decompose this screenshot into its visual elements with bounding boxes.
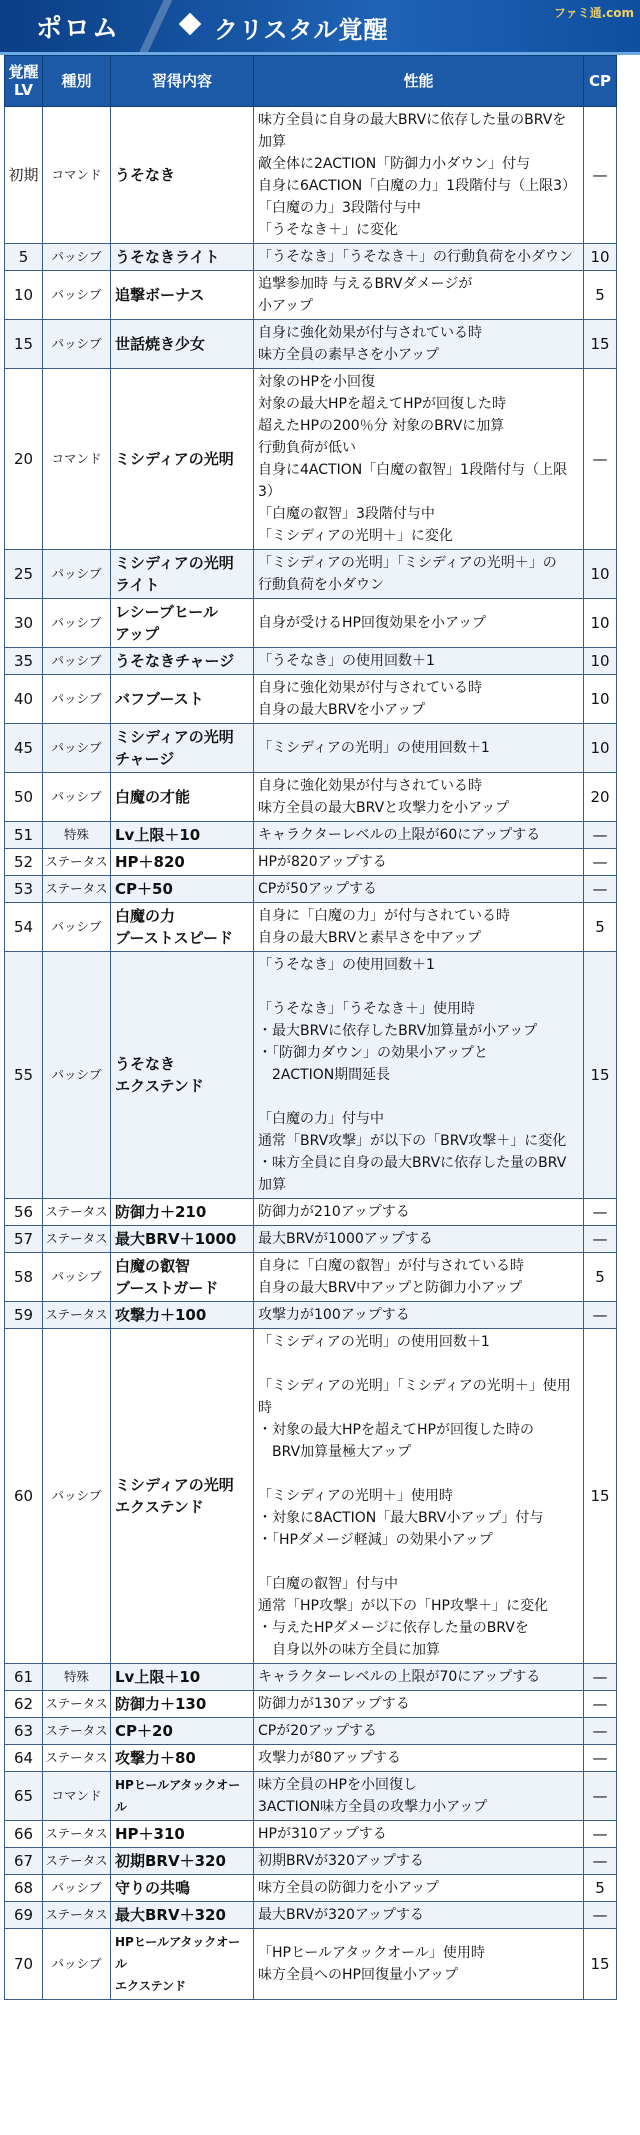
effect-cell: 味方全員のHPを小回復し 3ACTION味方全員の攻撃力小アップ <box>254 1772 584 1821</box>
cp-cell: 10 <box>584 550 617 599</box>
type-cell: ステータス <box>43 1745 111 1772</box>
table-row <box>5 903 617 952</box>
banner-wave-decoration <box>140 0 174 52</box>
cp-cell: — <box>584 107 617 244</box>
cp-cell: 5 <box>584 271 617 320</box>
type-cell: パッシブ <box>43 1929 111 2000</box>
table-row <box>5 773 617 822</box>
skill-name-cell: ミシディアの光明 エクステンド <box>111 1329 254 1664</box>
type-cell: パッシブ <box>43 724 111 773</box>
lv-cell: 52 <box>5 849 43 876</box>
skill-name-cell: 防御力＋130 <box>111 1691 254 1718</box>
table-row <box>5 952 617 1199</box>
table-row <box>5 271 617 320</box>
skill-name-cell: 攻撃力＋80 <box>111 1745 254 1772</box>
effect-cell: 「ミシディアの光明」「ミシディアの光明＋」の 行動負荷を小ダウン <box>254 550 584 599</box>
table-row <box>5 1718 617 1745</box>
cp-cell: — <box>584 849 617 876</box>
table-row <box>5 876 617 903</box>
type-cell: ステータス <box>43 1902 111 1929</box>
skill-name-cell: Lv上限＋10 <box>111 822 254 849</box>
effect-cell: 自身に「白魔の力」が付与されている時 自身の最大BRVと素早さを中アップ <box>254 903 584 952</box>
type-cell: パッシブ <box>43 952 111 1199</box>
effect-cell: 攻撃力が100アップする <box>254 1302 584 1329</box>
skill-name-cell: CP＋20 <box>111 1718 254 1745</box>
skill-name-cell: HP＋310 <box>111 1821 254 1848</box>
effect-cell: 「うそなき」の使用回数＋1 「うそなき」「うそなき＋」使用時 ・最大BRVに依存したBRV加算量が小アップ ・「防御力ダウン」の効果小アップと 2ACTION期間延長 「白魔の力」付与中 通常「BRV攻撃」が以下の「BRV攻撃＋」に変化 ・味方全員に自身の最大BRVに依存した量のBRV加算 <box>254 952 584 1199</box>
table-row <box>5 1772 617 1821</box>
type-cell: パッシブ <box>43 550 111 599</box>
skill-name-cell: 白魔の叡智 ブーストガード <box>111 1253 254 1302</box>
type-cell: パッシブ <box>43 271 111 320</box>
table-row <box>5 320 617 369</box>
effect-cell: 「うそなき」「うそなき＋」の行動負荷を小ダウン <box>254 244 584 271</box>
cp-cell: — <box>584 1902 617 1929</box>
skill-name-cell: ミシディアの光明 ライト <box>111 550 254 599</box>
lv-cell: 59 <box>5 1302 43 1329</box>
site-logo: ファミ通.com <box>553 6 634 20</box>
type-cell: ステータス <box>43 1718 111 1745</box>
table-row <box>5 1329 617 1664</box>
table-row <box>5 1745 617 1772</box>
table-row <box>5 648 617 675</box>
lv-cell: 66 <box>5 1821 43 1848</box>
table-row <box>5 599 617 648</box>
effect-cell: CPが20アップする <box>254 1718 584 1745</box>
skill-name-cell: HPヒールアタックオール エクステンド <box>111 1929 254 2000</box>
cp-cell: 10 <box>584 724 617 773</box>
skill-name-cell: HPヒールアタックオール <box>111 1772 254 1821</box>
cp-cell: — <box>584 1848 617 1875</box>
effect-cell: 「HPヒールアタックオール」使用時 味方全員へのHP回復量小アップ <box>254 1929 584 2000</box>
type-cell: パッシブ <box>43 648 111 675</box>
type-cell: パッシブ <box>43 1329 111 1664</box>
lv-cell: 60 <box>5 1329 43 1664</box>
effect-cell: 自身に「白魔の叡智」が付与されている時 自身の最大BRV中アップと防御力小アップ <box>254 1253 584 1302</box>
skill-name-cell: うそなき エクステンド <box>111 952 254 1199</box>
skill-name-cell: バフブースト <box>111 675 254 724</box>
skill-name-cell: うそなき <box>111 107 254 244</box>
cp-cell: 10 <box>584 599 617 648</box>
cp-cell: — <box>584 369 617 550</box>
effect-cell: 攻撃力が80アップする <box>254 1745 584 1772</box>
skill-name-cell: CP＋50 <box>111 876 254 903</box>
table-row <box>5 1199 617 1226</box>
table-row <box>5 1848 617 1875</box>
column-header-name: 習得内容 <box>111 56 254 107</box>
skill-name-cell: 追撃ボーナス <box>111 271 254 320</box>
table-row <box>5 1253 617 1302</box>
effect-cell: 「うそなき」の使用回数＋1 <box>254 648 584 675</box>
effect-cell: 自身に強化効果が付与されている時 味方全員の最大BRVと攻撃力を小アップ <box>254 773 584 822</box>
lv-cell: 51 <box>5 822 43 849</box>
lv-cell: 62 <box>5 1691 43 1718</box>
type-cell: パッシブ <box>43 903 111 952</box>
type-cell: ステータス <box>43 1821 111 1848</box>
cp-cell: 20 <box>584 773 617 822</box>
lv-cell: 55 <box>5 952 43 1199</box>
skill-name-cell: 世話焼き少女 <box>111 320 254 369</box>
type-cell: パッシブ <box>43 320 111 369</box>
cp-cell: — <box>584 1821 617 1848</box>
type-cell: ステータス <box>43 1226 111 1253</box>
crystal-awakening-table <box>4 55 617 2000</box>
cp-cell: 5 <box>584 1253 617 1302</box>
table-row <box>5 1902 617 1929</box>
cp-cell: 10 <box>584 244 617 271</box>
skill-name-cell: ミシディアの光明 <box>111 369 254 550</box>
cp-cell: — <box>584 822 617 849</box>
skill-name-cell: レシーブヒール アップ <box>111 599 254 648</box>
lv-cell: 69 <box>5 1902 43 1929</box>
effect-cell: 「ミシディアの光明」の使用回数＋1 <box>254 724 584 773</box>
lv-cell: 57 <box>5 1226 43 1253</box>
lv-cell: 53 <box>5 876 43 903</box>
cp-cell: — <box>584 1772 617 1821</box>
effect-cell: キャラクターレベルの上限が60にアップする <box>254 822 584 849</box>
table-row <box>5 1821 617 1848</box>
skill-name-cell: 白魔の力 ブーストスピード <box>111 903 254 952</box>
table-row <box>5 1875 617 1902</box>
skill-name-cell: うそなきチャージ <box>111 648 254 675</box>
skill-name-cell: 攻撃力＋100 <box>111 1302 254 1329</box>
column-header-cp: CP <box>584 56 617 107</box>
cp-cell: 15 <box>584 1929 617 2000</box>
lv-cell: 56 <box>5 1199 43 1226</box>
skill-name-cell: 守りの共鳴 <box>111 1875 254 1902</box>
effect-cell: CPが50アップする <box>254 876 584 903</box>
cp-cell: 5 <box>584 903 617 952</box>
lv-cell: 65 <box>5 1772 43 1821</box>
type-cell: パッシブ <box>43 675 111 724</box>
cp-cell: 15 <box>584 1329 617 1664</box>
lv-cell: 初期 <box>5 107 43 244</box>
type-cell: ステータス <box>43 1199 111 1226</box>
table-header-row <box>5 56 617 107</box>
lv-cell: 58 <box>5 1253 43 1302</box>
skill-name-cell: HP＋820 <box>111 849 254 876</box>
type-cell: 特殊 <box>43 822 111 849</box>
type-cell: 特殊 <box>43 1664 111 1691</box>
lv-cell: 67 <box>5 1848 43 1875</box>
table-row <box>5 822 617 849</box>
effect-cell: HPが310アップする <box>254 1821 584 1848</box>
type-cell: パッシブ <box>43 599 111 648</box>
column-header-effect: 性能 <box>254 56 584 107</box>
effect-cell: 最大BRVが1000アップする <box>254 1226 584 1253</box>
table-row <box>5 244 617 271</box>
lv-cell: 54 <box>5 903 43 952</box>
table-row <box>5 724 617 773</box>
table-row <box>5 1664 617 1691</box>
effect-cell: 追撃参加時 与えるBRVダメージが 小アップ <box>254 271 584 320</box>
lv-cell: 70 <box>5 1929 43 2000</box>
lv-cell: 20 <box>5 369 43 550</box>
effect-cell: 自身が受けるHP回復効果を小アップ <box>254 599 584 648</box>
effect-cell: 味方全員の防御力を小アップ <box>254 1875 584 1902</box>
lv-cell: 45 <box>5 724 43 773</box>
type-cell: ステータス <box>43 1848 111 1875</box>
skill-name-cell: 白魔の才能 <box>111 773 254 822</box>
skill-name-cell: 最大BRV＋1000 <box>111 1226 254 1253</box>
cp-cell: — <box>584 1302 617 1329</box>
effect-cell: 自身に強化効果が付与されている時 自身の最大BRVを小アップ <box>254 675 584 724</box>
skill-name-cell: Lv上限＋10 <box>111 1664 254 1691</box>
column-header-lv: 覚醒 LV <box>5 56 43 107</box>
table-body <box>5 107 617 2000</box>
effect-cell: 自身に強化効果が付与されている時 味方全員の素早さを小アップ <box>254 320 584 369</box>
lv-cell: 25 <box>5 550 43 599</box>
cp-cell: 15 <box>584 320 617 369</box>
effect-cell: 「ミシディアの光明」の使用回数＋1 「ミシディアの光明」「ミシディアの光明＋」使用時 ・対象の最大HPを超えてHPが回復した時の BRV加算量極大アップ 「ミシディアの光明＋」使用時 ・対象に8ACTION「最大BRV小アップ」付与 ・「HPダメージ軽減」の効果小アップ 「白魔の叡智」付与中 通常「HP攻撃」が以下の「HP攻撃＋」に変化 ・与えたHPダメージに依存した量のBRVを 自身以外の味方全員に加算 <box>254 1329 584 1664</box>
lv-cell: 15 <box>5 320 43 369</box>
lv-cell: 35 <box>5 648 43 675</box>
skill-name-cell: 最大BRV＋320 <box>111 1902 254 1929</box>
skill-name-cell: ミシディアの光明 チャージ <box>111 724 254 773</box>
page-title: クリスタル覚醒 <box>214 16 389 44</box>
cp-cell: — <box>584 1664 617 1691</box>
diamond-icon <box>179 13 202 36</box>
effect-cell: 対象のHPを小回復 対象の最大HPを超えてHPが回復した時 超えたHPの200％分 対象のBRVに加算 行動負荷が低い 自身に4ACTION「白魔の叡智」1段階付与（上限3） 「白魔の叡智」3段階付与中 「ミシディアの光明＋」に変化 <box>254 369 584 550</box>
table-row <box>5 1929 617 2000</box>
effect-cell: 防御力が130アップする <box>254 1691 584 1718</box>
cp-cell: 15 <box>584 952 617 1199</box>
cp-cell: — <box>584 876 617 903</box>
table-row <box>5 1691 617 1718</box>
lv-cell: 5 <box>5 244 43 271</box>
type-cell: パッシブ <box>43 773 111 822</box>
lv-cell: 10 <box>5 271 43 320</box>
effect-cell: HPが820アップする <box>254 849 584 876</box>
skill-name-cell: うそなきライト <box>111 244 254 271</box>
table-row <box>5 675 617 724</box>
type-cell: ステータス <box>43 876 111 903</box>
type-cell: ステータス <box>43 1691 111 1718</box>
table-row <box>5 849 617 876</box>
type-cell: パッシブ <box>43 1253 111 1302</box>
cp-cell: — <box>584 1226 617 1253</box>
lv-cell: 40 <box>5 675 43 724</box>
effect-cell: 初期BRVが320アップする <box>254 1848 584 1875</box>
skill-name-cell: 初期BRV＋320 <box>111 1848 254 1875</box>
table-row <box>5 369 617 550</box>
effect-cell: 味方全員に自身の最大BRVに依存した量のBRVを加算 敵全体に2ACTION「防御力小ダウン」付与 自身に6ACTION「白魔の力」1段階付与（上限3） 「白魔の力」3段階付与中 「うそなき＋」に変化 <box>254 107 584 244</box>
lv-cell: 68 <box>5 1875 43 1902</box>
column-header-type: 種別 <box>43 56 111 107</box>
type-cell: コマンド <box>43 107 111 244</box>
table-row <box>5 107 617 244</box>
type-cell: コマンド <box>43 1772 111 1821</box>
cp-cell: 10 <box>584 675 617 724</box>
header-banner <box>0 0 640 55</box>
type-cell: ステータス <box>43 1302 111 1329</box>
lv-cell: 64 <box>5 1745 43 1772</box>
type-cell: ステータス <box>43 849 111 876</box>
effect-cell: キャラクターレベルの上限が70にアップする <box>254 1664 584 1691</box>
cp-cell: — <box>584 1199 617 1226</box>
type-cell: コマンド <box>43 369 111 550</box>
cp-cell: — <box>584 1718 617 1745</box>
lv-cell: 50 <box>5 773 43 822</box>
effect-cell: 最大BRVが320アップする <box>254 1902 584 1929</box>
character-name: ポロム <box>36 14 121 44</box>
lv-cell: 30 <box>5 599 43 648</box>
table-row <box>5 550 617 599</box>
table-row <box>5 1226 617 1253</box>
cp-cell: 5 <box>584 1875 617 1902</box>
effect-cell: 防御力が210アップする <box>254 1199 584 1226</box>
skill-name-cell: 防御力＋210 <box>111 1199 254 1226</box>
lv-cell: 61 <box>5 1664 43 1691</box>
type-cell: パッシブ <box>43 244 111 271</box>
cp-cell: 10 <box>584 648 617 675</box>
lv-cell: 63 <box>5 1718 43 1745</box>
cp-cell: — <box>584 1745 617 1772</box>
table-row <box>5 1302 617 1329</box>
type-cell: パッシブ <box>43 1875 111 1902</box>
cp-cell: — <box>584 1691 617 1718</box>
